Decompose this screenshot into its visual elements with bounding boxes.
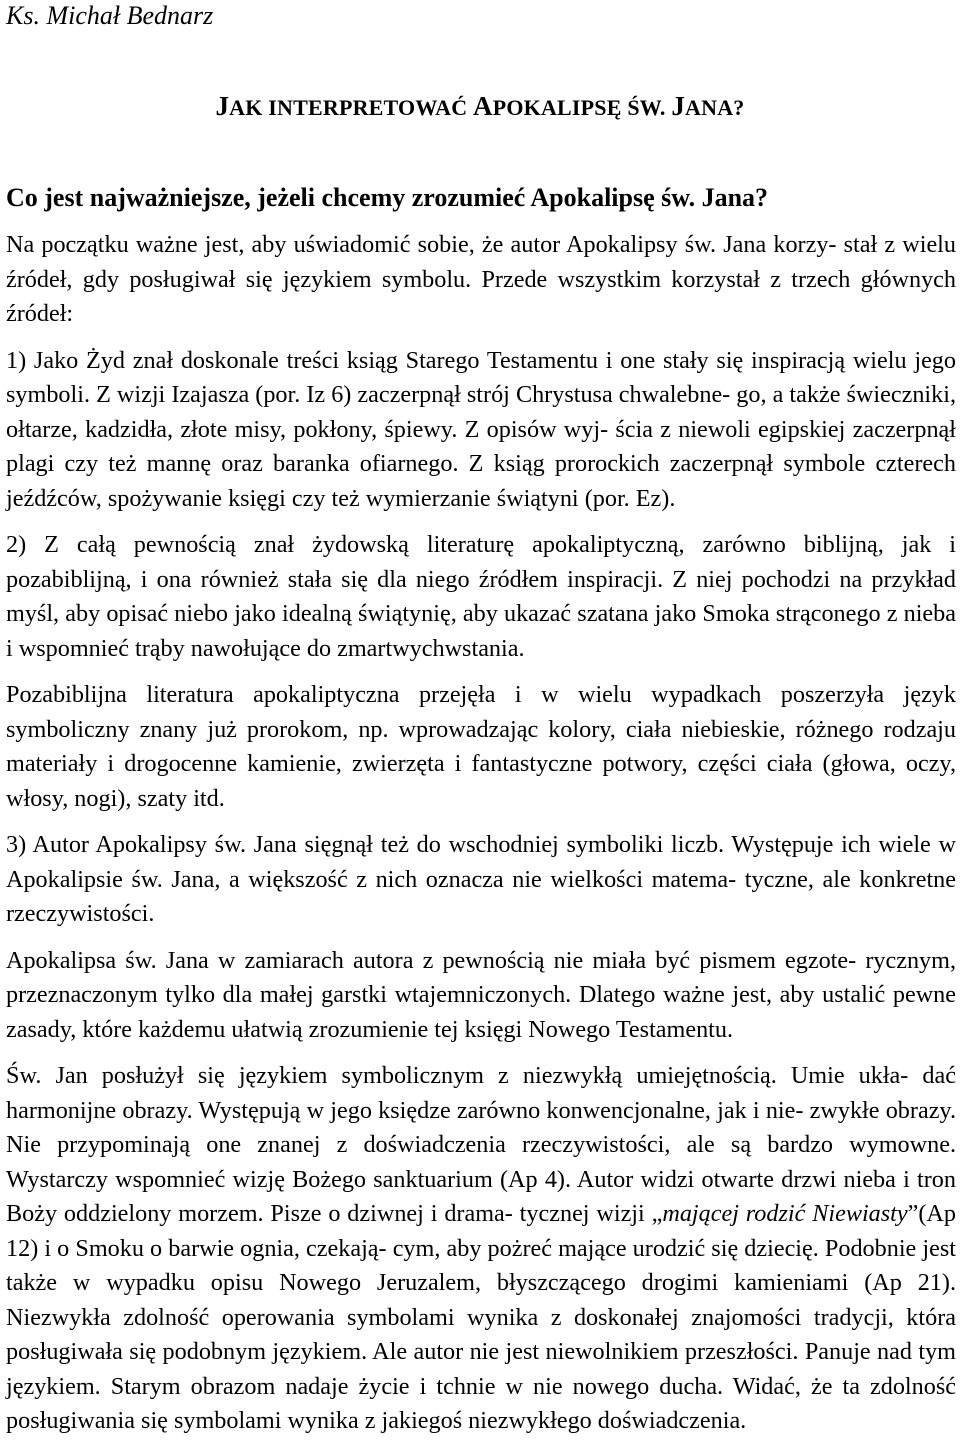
paragraph-intro: Na początku ważne jest, aby uświadomić sobie, że autor Apokalipsy św. Jana korzy- stał z wielu źródeł, gdy posługiwał się językiem symbolu. Przede wszystkim korzystał z trzech głównych źródeł:	[6, 231, 956, 327]
title-part: J	[671, 91, 686, 121]
paragraph-source-2: 2) Z całą pewnością znał żydowską literaturę apokaliptyczną, zarówno biblijną, jak i pozabiblijną, i ona również stała się dla niego źródłem inspiracji. Z niej pochodzi na przykład myśl, aby opisać niebo jako idealną świątynię, aby ukazać szatana jako Smoka strąconego z nieba i wspomnieć trąby nawołujące do zmartwychwstania.	[6, 531, 956, 662]
paragraph-symbolism	[6, 1059, 956, 1439]
section-question: Co jest najważniejsze, jeżeli chcemy zrozumieć Apokalipsę św. Jana?	[6, 183, 769, 212]
paragraph-purpose: Apokalipsa św. Jana w zamiarach autora z pewnością nie miała być pismem egzote- rycznym, przeznaczonym tylko dla małej garstki wtajemniczonych. Dlatego ważne jest, aby ustalić pewne zasady, które każdemu ułatwią zrozumienie tej księgi Nowego Testamentu.	[6, 946, 956, 1043]
paragraph-text: ”(Ap 12) i o Smoku o barwie ognia, czekają- cym, aby pożreć mające urodzić się dziecię. Podobnie jest także w wypadku opisu Nowego Jeruzalem, błyszczącego drogimi kamieniami (Ap 21). Niezwykła zdolność operowania symbolami wynika z doskonałej znajomości tradycji, która posługiwała się podobnym językiem. Ale autor nie jest niewolnikiem przeszłości. Panuje nad tym językiem. Starym obrazom nadaje życie i tchnie w nie nowego ducha. Widać, że ta zdolność posługiwania się symbolami wynika z jakiegoś niezwykłego doświadczenia.	[6, 1200, 956, 1434]
title-part: AK INTERPRETOWAĆ	[229, 95, 473, 120]
paragraph-source-3: 3) Autor Apokalipsy św. Jana sięgnął też do wschodniej symboliki liczb. Występuje ich wiele w Apokalipsie św. Jana, a większość z nich oznacza nie wielkości matema- tyczne, ale konkretne rzeczywistości.	[6, 831, 956, 927]
paragraph-extrabiblical: Pozabiblijna literatura apokaliptyczna przejęła i w wielu wypadkach poszerzyła język symboliczny znany już prorokom, np. wprowadzając kolory, ciała niebieskie, różnego rodzaju materiały i drogocenne kamienie, zwierzęta i fantastyczne potwory, części ciała (głowa, oczy, włosy, nogi), szaty itd.	[6, 681, 956, 812]
title-part: J	[215, 91, 230, 121]
paragraph-source-1: 1) Jako Żyd znał doskonale treści ksiąg Starego Testamentu i one stały się inspiracją wielu jego symboli. Z wizji Izajasza (por. Iz 6) zaczerpnął strój Chrystusa chwalebne- go, a także świeczniki, ołtarze, kadzidła, złote misy, pokłony, śpiewy. Z opisów wyj- ścia z niewoli egipskiej zaczerpnął plagi czy też mannę oraz baranka ofiarnego. Z ksiąg prorockich zaczerpnął symbole czterech jeźdźców, spożywanie księgi czy też wymierzanie świątyni (por. Ez).	[6, 346, 956, 512]
paragraph-text: Św. Jan posłużył się językiem symbolicznym z niezwykłą umiejętnością. Umie ukła- dać harmonijne obrazy. Występują w jego księdze zarówno konwencjonalne, jak i nie- zwykłe obrazy. Nie przypominają one znanej z doświadczenia rzeczywistości, ale są bardzo wymowne. Wystarczy wspomnieć wizję Bożego sanktuarium (Ap 4). Autor widzi otwarte drzwi nieba i tron Boży oddzielony morzem. Pisze o dziwnej i drama- tycznej wizji „	[6, 1062, 956, 1227]
title-part: ANA?	[685, 95, 745, 120]
author-name: Ks. Michał Bednarz	[6, 1, 214, 30]
title-part: POKALIPSĘ ŚW.	[492, 95, 672, 120]
title-part: A	[472, 91, 493, 121]
document-title	[0, 91, 960, 123]
document-body	[6, 228, 956, 1439]
italic-quote: mającej rodzić Niewiasty	[662, 1200, 908, 1227]
